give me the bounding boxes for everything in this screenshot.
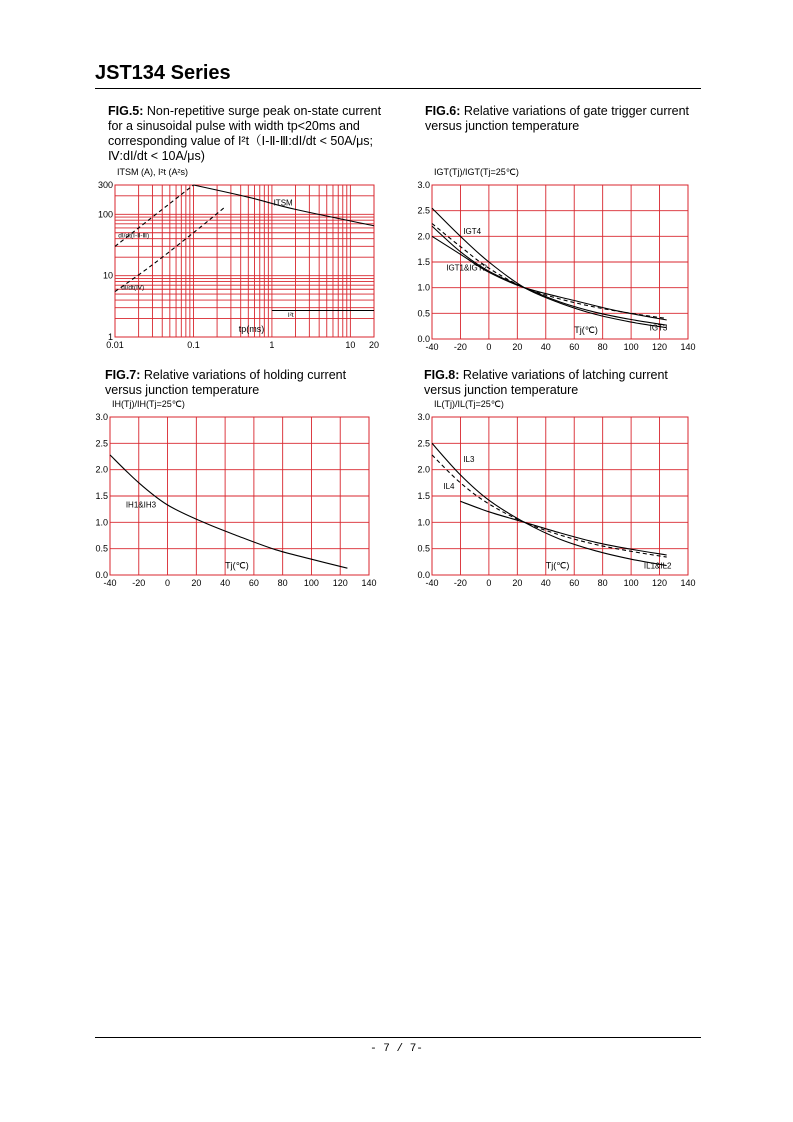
y-axis-label: IGT(Tj)/IGT(Tj=25℃) — [434, 167, 519, 177]
y-tick-label: 0.5 — [417, 543, 430, 554]
y-tick-label: 1.5 — [417, 257, 430, 267]
fig6-caption — [425, 104, 725, 134]
fig5-chart — [85, 163, 395, 358]
fig5-label: FIG.5: — [108, 104, 144, 118]
curve-label: dI/dt(Ⅳ) — [121, 284, 145, 292]
curve-label: IL4 — [443, 482, 455, 492]
x-tick-label: 60 — [248, 578, 259, 588]
x-tick-label: -40 — [425, 578, 439, 588]
x-axis-label: Tj(℃) — [225, 560, 249, 571]
x-tick-label: -20 — [453, 342, 467, 352]
fig6-label: FIG.6: — [425, 104, 461, 118]
y-tick-label: 10 — [102, 270, 113, 281]
x-axis-label: Tj(℃) — [545, 560, 570, 571]
y-tick-label: 0.5 — [417, 308, 430, 319]
y-tick-label: 3.0 — [95, 412, 108, 422]
fig5-caption — [108, 104, 408, 164]
fig7-caption — [105, 368, 405, 398]
fig7-caption-line-2: versus junction temperature — [105, 383, 260, 397]
fig8-label: FIG.8: — [424, 368, 460, 382]
x-tick-label: 0 — [165, 578, 171, 588]
x-tick-label: 140 — [680, 578, 696, 588]
y-tick-label: 3.0 — [417, 180, 430, 190]
fig5-caption-line-2: for a sinusoidal pulse with width tp<20ms and — [108, 119, 360, 133]
curve-label: IL1&IL2 — [643, 561, 672, 571]
x-tick-label: 80 — [597, 578, 608, 588]
y-tick-label: 1 — [107, 332, 113, 342]
x-tick-label: 120 — [652, 578, 668, 588]
fig5-caption-line-1: Non-repetitive surge peak on-state current — [146, 104, 382, 118]
y-tick-label: 1.0 — [417, 517, 430, 528]
x-tick-label: 100 — [303, 578, 319, 588]
x-tick-label: 120 — [652, 342, 668, 352]
x-tick-label: -40 — [425, 342, 439, 352]
fig6-caption-line-1: Relative variations of gate trigger current — [463, 104, 690, 118]
x-tick-label: 1 — [269, 340, 275, 350]
y-tick-label: 2.5 — [417, 205, 430, 216]
y-tick-label: 100 — [97, 209, 113, 220]
y-tick-label: 0.0 — [417, 570, 430, 580]
fig5-caption-line-3: corresponding value of I²t（Ⅰ-Ⅱ-Ⅲ:dI/dt < 50A/μs; — [108, 134, 374, 148]
fig8-chart — [408, 395, 703, 595]
y-tick-label: 2.5 — [417, 438, 430, 449]
y-tick-label: 2.5 — [95, 438, 108, 449]
y-tick-label: 0.0 — [417, 334, 430, 344]
x-tick-label: 0 — [486, 578, 492, 588]
series-line — [460, 501, 666, 555]
curve-label: IGT3 — [649, 323, 668, 333]
x-tick-label: 40 — [540, 342, 551, 352]
y-tick-label: 0.0 — [95, 570, 108, 580]
x-tick-label: 40 — [220, 578, 231, 588]
plot-frame — [115, 185, 374, 337]
curve-label: dI/dt(Ⅰ-Ⅱ-Ⅲ) — [118, 232, 150, 240]
x-tick-label: 40 — [540, 578, 551, 588]
y-axis-label: IL(Tj)/IL(Tj=25℃) — [434, 399, 504, 409]
x-axis-label: Tj(℃) — [574, 324, 598, 335]
x-axis-label: tp(ms) — [238, 324, 265, 335]
fig6-chart — [408, 163, 703, 358]
y-tick-label: 1.5 — [417, 491, 430, 501]
curve-label: I²t — [287, 312, 294, 320]
x-tick-label: 20 — [191, 578, 202, 588]
x-tick-label: 100 — [623, 578, 639, 588]
x-tick-label: -20 — [453, 578, 467, 588]
curve-label: IGT4 — [463, 226, 482, 236]
curve-label: IL3 — [463, 454, 475, 464]
y-tick-label: 1.0 — [417, 282, 430, 293]
y-tick-label: 300 — [97, 180, 113, 190]
fig8-caption-line-1: Relative variations of latching current — [462, 368, 668, 382]
x-tick-label: 140 — [361, 578, 377, 588]
x-tick-label: 60 — [569, 342, 580, 352]
header-rule — [95, 88, 701, 89]
fig7-chart — [85, 395, 390, 595]
x-tick-label: 60 — [569, 578, 580, 588]
x-tick-label: 80 — [597, 342, 608, 352]
x-tick-label: 140 — [680, 342, 696, 352]
y-tick-label: 3.0 — [417, 412, 430, 422]
y-tick-label: 1.0 — [95, 517, 108, 528]
y-axis-label: ITSM (A), I²t (A²s) — [117, 167, 188, 177]
curve-label: ITSM — [273, 198, 293, 208]
x-tick-label: -20 — [132, 578, 146, 588]
x-tick-label: 20 — [368, 340, 380, 350]
x-tick-label: 0.01 — [106, 340, 124, 350]
y-tick-label: 2.0 — [417, 231, 430, 242]
fig8-caption-line-2: versus junction temperature — [424, 383, 579, 397]
fig6-caption-line-2: versus junction temperature — [425, 119, 580, 133]
y-axis-label: IH(Tj)/IH(Tj=25℃) — [112, 399, 185, 409]
curve-label: IGT1&IGT2 — [446, 263, 488, 273]
y-tick-label: 0.5 — [95, 543, 108, 554]
x-tick-label: 120 — [332, 578, 348, 588]
x-tick-label: 80 — [277, 578, 288, 588]
document-title: JST134 Series — [95, 62, 231, 84]
fig5-caption-line-4: Ⅳ:dI/dt < 10A/μs) — [108, 149, 205, 163]
curve-label: IH1&IH3 — [125, 500, 157, 510]
y-tick-label: 1.5 — [95, 491, 108, 501]
x-tick-label: 0 — [486, 342, 492, 352]
y-tick-label: 2.0 — [95, 464, 108, 475]
y-tick-label: 2.0 — [417, 464, 430, 475]
fig8-caption — [424, 368, 724, 398]
x-tick-label: 20 — [512, 342, 523, 352]
footer-rule — [95, 1037, 701, 1038]
x-tick-label: 20 — [512, 578, 523, 588]
fig7-label: FIG.7: — [105, 368, 141, 382]
fig7-caption-line-1: Relative variations of holding current — [143, 368, 347, 382]
x-tick-label: 0.1 — [187, 340, 200, 350]
page-number: - 7 / 7- — [370, 1043, 423, 1055]
x-tick-label: 10 — [345, 340, 356, 350]
x-tick-label: -40 — [103, 578, 117, 588]
x-tick-label: 100 — [623, 342, 639, 352]
